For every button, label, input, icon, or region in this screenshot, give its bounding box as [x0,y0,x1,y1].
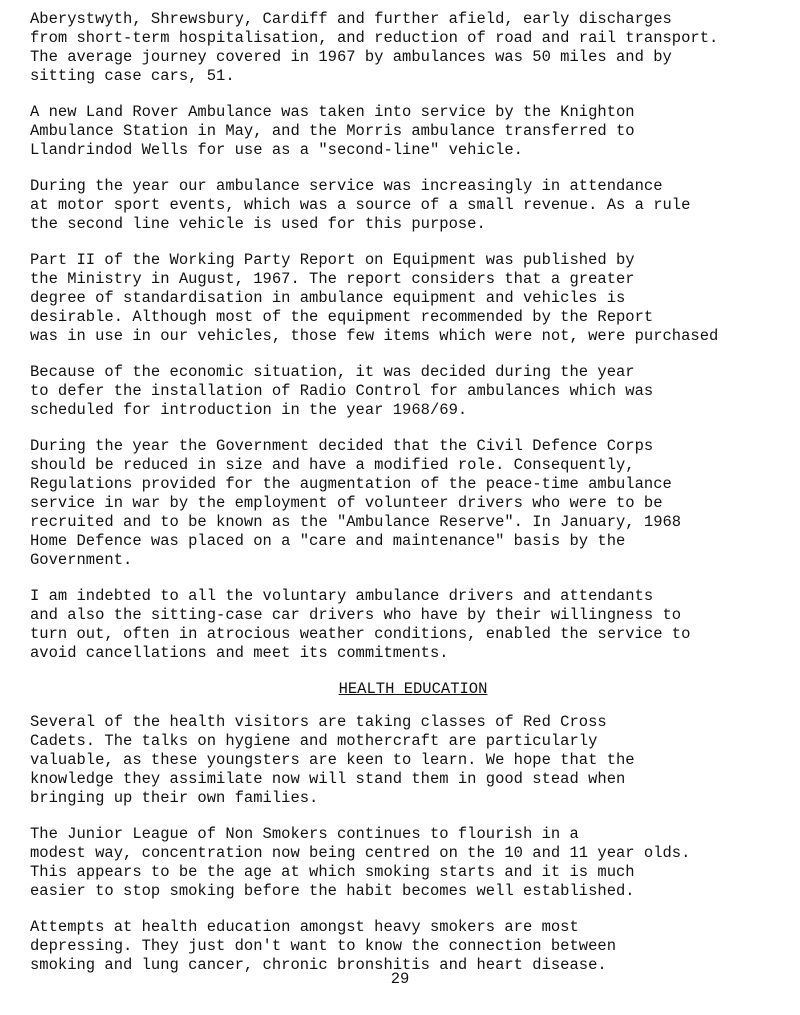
text-line: service in war by the employment of volunteer drivers who were to be [30,494,663,512]
paragraph [30,918,796,975]
paragraph [30,103,796,160]
text-line: easier to stop smoking before the habit becomes well established. [30,882,635,900]
text-line: Part II of the Working Party Report on Equipment was published by [30,251,635,269]
paragraph [30,587,796,663]
text-line: Regulations provided for the augmentation of the peace-time ambulance [30,475,672,493]
text-line: Several of the health visitors are taking classes of Red Cross [30,713,607,731]
text-line: to defer the installation of Radio Control for ambulances which was [30,382,654,400]
text-line: degree of standardisation in ambulance equipment and vehicles is [30,289,626,307]
text-line: I am indebted to all the voluntary ambulance drivers and attendants [30,587,654,605]
text-line: Cadets. The talks on hygiene and mothercraft are particularly [30,732,598,750]
text-line: avoid cancellations and meet its commitments. [30,644,449,662]
paragraphs-section-health [30,713,796,975]
text-line: desirable. Although most of the equipment recommended by the Report [30,308,654,326]
text-line: A new Land Rover Ambulance was taken into service by the Knighton [30,103,635,121]
paragraph [30,713,796,808]
text-line: at motor sport events, which was a source of a small revenue. As a rule [30,196,691,214]
paragraph [30,437,796,570]
text-line: sitting case cars, 51. [30,67,235,85]
text-line: During the year our ambulance service was increasingly in attendance [30,177,663,195]
text-line: knowledge they assimilate now will stand them in good stead when [30,770,626,788]
paragraph [30,825,796,901]
text-line: was in use in our vehicles, those few items which were not, were purchased [30,327,719,345]
paragraph [30,177,796,234]
text-line: The average journey covered in 1967 by ambulances was 50 miles and by [30,48,672,66]
paragraph [30,251,796,346]
text-line: and also the sitting-case car drivers who have by their willingness to [30,606,682,624]
text-line: from short-term hospitalisation, and reduction of road and rail transport. [30,29,719,47]
text-line: Home Defence was placed on a "care and maintenance" basis by the [30,532,626,550]
text-line: Because of the economic situation, it was decided during the year [30,363,635,381]
paragraph [30,363,796,420]
heading-text: HEALTH EDUCATION [338,680,488,698]
text-line: Ambulance Station in May, and the Morris ambulance transferred to [30,122,635,140]
text-line: turn out, often in atrocious weather conditions, enabled the service to [30,625,691,643]
text-line: The Junior League of Non Smokers continues to flourish in a [30,825,579,843]
text-line: Aberystwyth, Shrewsbury, Cardiff and further afield, early discharges [30,10,672,28]
page-number: 29 [390,970,410,988]
text-line: smoking and lung cancer, chronic bronshitis and heart disease. [30,956,607,974]
text-line: the second line vehicle is used for this purpose. [30,215,486,233]
paragraph [30,10,796,86]
text-line: recruited and to be known as the "Ambulance Reserve". In January, 1968 [30,513,682,531]
text-line: modest way, concentration now being centred on the 10 and 11 year olds. [30,844,691,862]
text-line: Government. [30,551,133,569]
text-line: should be reduced in size and have a modified role. Consequently, [30,456,635,474]
text-line: scheduled for introduction in the year 1968/69. [30,401,468,419]
text-line: depressing. They just don't want to know the connection between [30,937,616,955]
text-line: valuable, as these youngsters are keen to learn. We hope that the [30,751,635,769]
text-line: Attempts at health education amongst heavy smokers are most [30,918,579,936]
section-heading [30,680,796,699]
document-body [30,10,796,992]
text-line: the Ministry in August, 1967. The report considers that a greater [30,270,635,288]
text-line: This appears to be the age at which smoking starts and it is much [30,863,635,881]
text-line: During the year the Government decided that the Civil Defence Corps [30,437,654,455]
paragraphs-section [30,10,796,663]
text-line: Llandrindod Wells for use as a "second-line" vehicle. [30,141,523,159]
text-line: bringing up their own families. [30,789,319,807]
